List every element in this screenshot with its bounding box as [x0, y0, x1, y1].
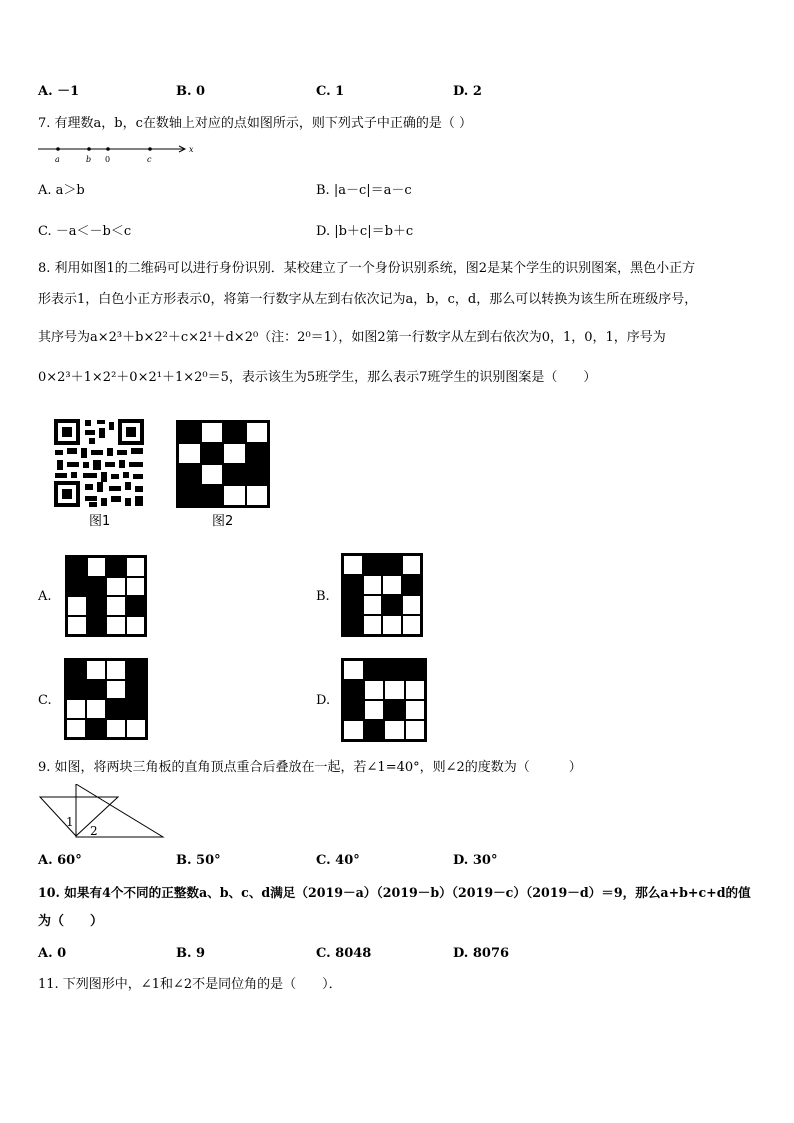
option-b-cell	[402, 555, 422, 575]
q11-stem: 11. 下列图形中，∠1和∠2不是同位角的是（ ）．	[38, 977, 342, 992]
figure-2-cell	[223, 464, 246, 485]
option-d-cell	[405, 700, 426, 720]
option-b-cell	[382, 615, 402, 635]
option-c-cell	[106, 719, 126, 739]
option-d-cell	[343, 660, 364, 680]
option-b-cell	[343, 595, 363, 615]
q6-option-b: B. 0	[176, 84, 206, 99]
figure-1-caption: 图1	[89, 514, 111, 529]
axis-label-b: b	[86, 155, 92, 164]
axis-label-a: a	[55, 155, 60, 164]
q7-option-c: C. －a＜－b＜c	[38, 224, 132, 239]
option-d-cell	[343, 720, 364, 740]
option-d-cell	[364, 720, 385, 740]
option-d-cell	[384, 660, 405, 680]
option-a-cell	[67, 557, 87, 577]
option-b-cell	[363, 615, 383, 635]
axis-label-0: 0	[105, 155, 111, 164]
option-a-cell	[106, 557, 126, 577]
option-b-cell	[382, 555, 402, 575]
figure-2-cell	[178, 464, 201, 485]
q8-option-a-label: A.	[38, 589, 52, 604]
option-c-cell	[126, 680, 146, 700]
q8-option-d-label: D.	[316, 693, 331, 708]
axis-label-c: c	[147, 155, 152, 164]
figure-2-cell	[246, 422, 269, 443]
option-c-cell	[106, 660, 126, 680]
option-a-cell	[106, 616, 126, 636]
q6-option-a: A. －1	[38, 84, 80, 99]
figure-2-cell	[201, 422, 224, 443]
option-a-cell	[87, 596, 107, 616]
option-d-cell	[364, 660, 385, 680]
q10-option-a: A. 0	[38, 946, 67, 961]
option-a-cell	[106, 596, 126, 616]
q6-option-c: C. 1	[316, 84, 345, 99]
figure-2-caption: 图2	[212, 514, 234, 529]
option-b-cell	[402, 575, 422, 595]
option-a-cell	[126, 596, 146, 616]
option-a-cell	[126, 616, 146, 636]
angle-2-label: 2	[90, 824, 98, 838]
option-d-cell	[405, 660, 426, 680]
option-a-cell	[87, 616, 107, 636]
figure-2-grid	[176, 420, 270, 508]
option-b-cell	[343, 575, 363, 595]
figure-2-cell	[178, 422, 201, 443]
figure-2-cell	[246, 443, 269, 464]
figure-2-cell	[201, 443, 224, 464]
option-b-cell	[402, 595, 422, 615]
option-c-cell	[66, 660, 86, 680]
option-b-cell	[363, 555, 383, 575]
figure-2-cell	[178, 443, 201, 464]
option-d-cell	[384, 720, 405, 740]
option-b-cell	[363, 595, 383, 615]
option-c-cell	[86, 699, 106, 719]
option-d-cell	[343, 680, 364, 700]
q10-line1: 10. 如果有4个不同的正整数a、b、c、d满足（2019－a）（2019－b）（2019－c）（2019－d）＝9，那么a+b+c+d的值	[38, 885, 751, 900]
option-a-cell	[87, 557, 107, 577]
option-a-cell	[126, 577, 146, 597]
q7-stem: 7. 有理数a，b，c在数轴上对应的点如图所示，则下列式子中正确的是（ ）	[38, 116, 473, 131]
option-b-cell	[402, 615, 422, 635]
option-c-cell	[126, 719, 146, 739]
option-d-cell	[343, 700, 364, 720]
option-c-cell	[86, 660, 106, 680]
q10-option-c: C. 8048	[316, 946, 372, 961]
option-b-cell	[382, 595, 402, 615]
q9-option-b: B. 50°	[176, 853, 221, 868]
q7-option-b: B. |a－c|＝a－c	[316, 183, 412, 198]
option-c-cell	[66, 680, 86, 700]
axis-label-x: x	[189, 145, 194, 154]
number-line	[36, 140, 206, 166]
figure-2-cell	[201, 485, 224, 506]
q8-line3: 其序号为a×2³＋b×2²＋c×2¹＋d×2⁰（注：2⁰＝1），如图2第一行数字从左到右依次为0，1，0，1，序号为	[38, 330, 666, 345]
q8-line1: 8. 利用如图1的二维码可以进行身份识别．某校建立了一个身份识别系统，图2是某个学生的识别图案，黑色小正方	[38, 261, 696, 276]
option-a-cell	[126, 557, 146, 577]
option-a-cell	[67, 577, 87, 597]
q9-stem: 9. 如图，将两块三角板的直角顶点重合后叠放在一起，若∠1=40°，则∠2的度数为（ ）	[38, 760, 582, 775]
option-c-cell	[86, 719, 106, 739]
figure-2-cell	[223, 443, 246, 464]
figure-2-cell	[246, 485, 269, 506]
option-c-cell	[66, 699, 86, 719]
option-b-cell	[343, 555, 363, 575]
q10-option-d: D. 8076	[453, 946, 510, 961]
option-c-grid	[64, 658, 148, 740]
option-a-cell	[67, 616, 87, 636]
q8-line4: 0×2³＋1×2²＋0×2¹＋1×2⁰＝5，表示该生为5班学生，那么表示7班学生的识别图案是（ ）	[38, 370, 597, 385]
q10-line2: 为（ ）	[38, 914, 104, 929]
option-b-cell	[363, 575, 383, 595]
option-d-cell	[405, 720, 426, 740]
option-a-cell	[67, 596, 87, 616]
option-c-cell	[126, 660, 146, 680]
option-d-cell	[364, 700, 385, 720]
q8-option-c-label: C.	[38, 693, 52, 708]
option-d-cell	[405, 680, 426, 700]
q9-option-c: C. 40°	[316, 853, 360, 868]
figure-2-cell	[223, 485, 246, 506]
triangle-rulers-figure	[38, 784, 166, 842]
option-d-cell	[384, 680, 405, 700]
q9-option-d: D. 30°	[453, 853, 498, 868]
figure-2-cell	[246, 464, 269, 485]
q8-option-b-label: B.	[316, 589, 330, 604]
option-d-cell	[384, 700, 405, 720]
figure-2-cell	[178, 485, 201, 506]
option-a-cell	[87, 577, 107, 597]
q9-option-a: A. 60°	[38, 853, 82, 868]
option-b-cell	[343, 615, 363, 635]
angle-1-label: 1	[66, 815, 74, 829]
figure-2-cell	[223, 422, 246, 443]
q6-option-d: D. 2	[453, 84, 482, 99]
option-d-cell	[364, 680, 385, 700]
option-c-cell	[86, 680, 106, 700]
option-b-grid	[341, 553, 423, 637]
option-d-grid	[341, 658, 427, 742]
option-c-cell	[66, 719, 86, 739]
option-c-cell	[106, 699, 126, 719]
option-c-cell	[126, 699, 146, 719]
option-a-cell	[106, 577, 126, 597]
option-a-grid	[65, 555, 147, 637]
qr-code-figure	[53, 418, 145, 508]
q8-line2: 形表示1，白色小正方形表示0，将第一行数字从左到右依次记为a，b，c，d，那么可以转换为该生所在班级序号，	[38, 292, 698, 307]
figure-2-cell	[201, 464, 224, 485]
q7-option-a: A. a＞b	[38, 183, 85, 198]
q7-option-d: D. |b＋c|＝b＋c	[316, 224, 414, 239]
q10-option-b: B. 9	[176, 946, 206, 961]
option-b-cell	[382, 575, 402, 595]
option-c-cell	[106, 680, 126, 700]
